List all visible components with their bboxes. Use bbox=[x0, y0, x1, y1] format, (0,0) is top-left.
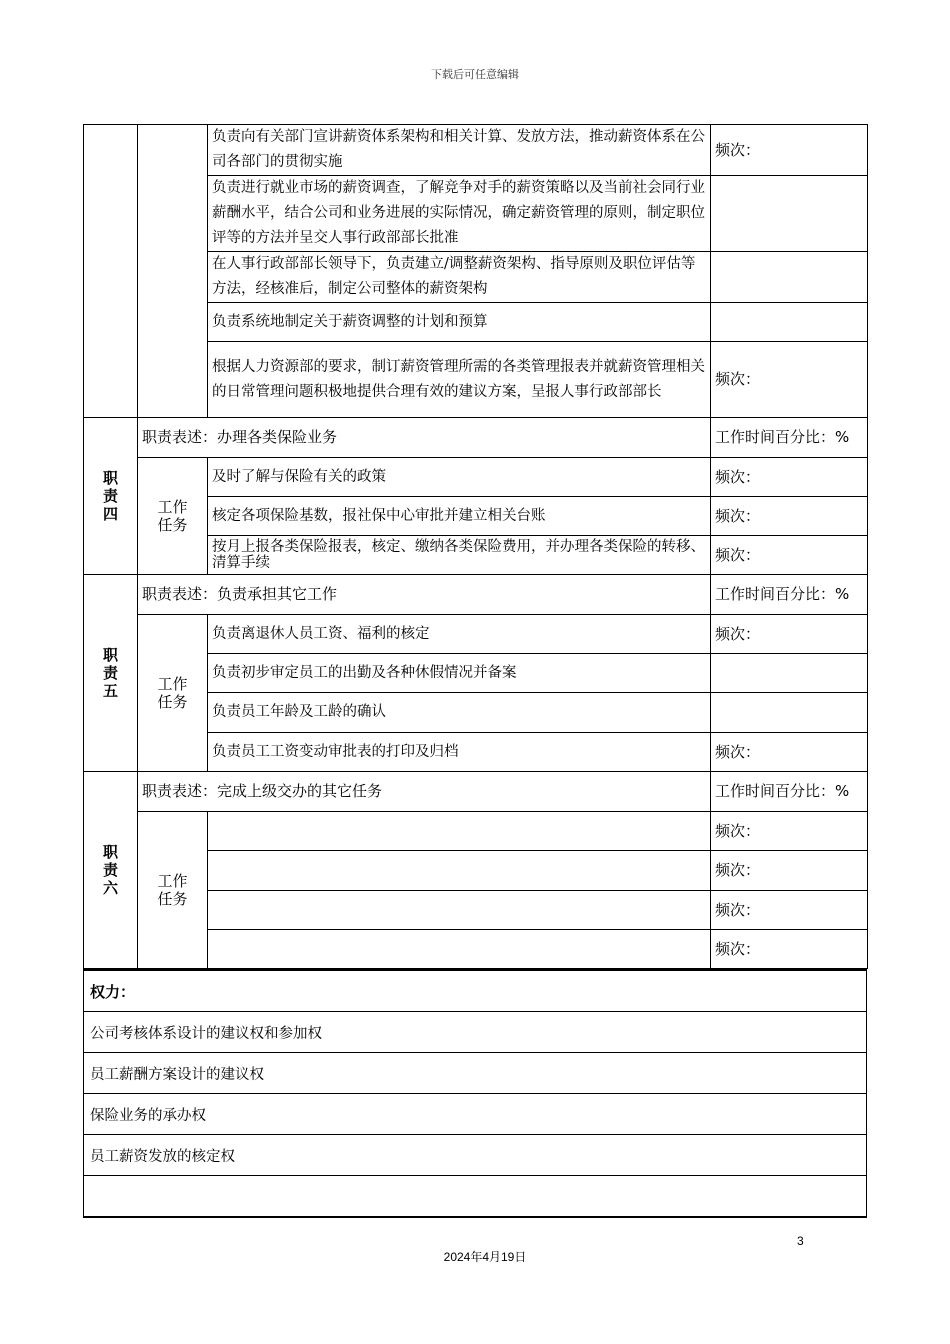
table-row bbox=[84, 615, 868, 654]
task-frequency bbox=[711, 303, 868, 342]
right-item: 公司考核体系设计的建议权和参加权 bbox=[84, 1012, 867, 1053]
task-frequency: 频次： bbox=[711, 497, 868, 536]
task-text: 按月上报各类保险报表，核定、缴纳各类保险费用，并办理各类保险的转移、清算手续 bbox=[208, 536, 711, 575]
page-header: 下载后可任意编辑 bbox=[431, 68, 519, 81]
duty-time-percentage: 工作时间百分比：% bbox=[711, 772, 868, 812]
task-text: 负责系统地制定关于薪资调整的计划和预算 bbox=[208, 303, 711, 342]
right-item: 员工薪酬方案设计的建议权 bbox=[84, 1053, 867, 1094]
table-row bbox=[84, 125, 868, 176]
rights-header-row bbox=[84, 970, 867, 1012]
task-frequency: 频次： bbox=[711, 125, 868, 176]
task-text: 核定各项保险基数，报社保中心审批并建立相关台账 bbox=[208, 497, 711, 536]
duty-time-percentage: 工作时间百分比：% bbox=[711, 575, 868, 615]
table-row bbox=[84, 458, 868, 497]
task-header: 工作任务 bbox=[138, 615, 208, 772]
task-text: 负责员工工资变动审批表的打印及归档 bbox=[208, 733, 711, 772]
task-text: 在人事行政部部长领导下，负责建立/调整薪资架构、指导原则及职位评估等方法，经核准后，制定公司整体的薪资架构 bbox=[208, 252, 711, 303]
table-row bbox=[84, 1012, 867, 1053]
table-row bbox=[84, 1094, 867, 1135]
page-footer-date: 2024年4月19日 bbox=[443, 1250, 527, 1264]
task-text: 负责初步审定员工的出勤及各种休假情况并备案 bbox=[208, 654, 711, 693]
page-number: 3 bbox=[797, 1234, 804, 1248]
task-text: 负责进行就业市场的薪资调查，了解竞争对手的薪资策略以及当前社会同行业薪酬水平，结合公司和业务进展的实际情况，确定薪资管理的原则，制定职位评等的方法并呈交人事行政部部长批准 bbox=[208, 176, 711, 252]
task-frequency: 频次： bbox=[711, 851, 868, 891]
table-row bbox=[84, 772, 868, 812]
duty-description: 职责表述：负责承担其它工作 bbox=[138, 575, 711, 615]
table-row bbox=[84, 812, 868, 851]
table-row bbox=[84, 1135, 867, 1176]
task-text: 负责向有关部门宣讲薪资体系架构和相关计算、发放方法，推动薪资体系在公司各部门的贯彻实施 bbox=[208, 125, 711, 176]
task-text: 负责员工年龄及工龄的确认 bbox=[208, 693, 711, 733]
table-row bbox=[84, 1176, 867, 1218]
table-row bbox=[84, 575, 868, 615]
task-frequency: 频次： bbox=[711, 733, 868, 772]
task-frequency: 频次： bbox=[711, 536, 868, 575]
task-frequency: 频次： bbox=[711, 891, 868, 930]
duty-label-cell bbox=[84, 125, 138, 418]
table-row bbox=[84, 418, 868, 458]
task-frequency: 频次： bbox=[711, 458, 868, 497]
task-text: 及时了解与保险有关的政策 bbox=[208, 458, 711, 497]
duty-label-4: 职责四 bbox=[84, 418, 138, 575]
task-frequency: 频次： bbox=[711, 342, 868, 418]
task-frequency: 频次： bbox=[711, 930, 868, 969]
duty-time-percentage: 工作时间百分比：% bbox=[711, 418, 868, 458]
rights-title: 权力： bbox=[84, 970, 867, 1012]
duty-label-5: 职责五 bbox=[84, 575, 138, 772]
task-text bbox=[208, 812, 711, 851]
task-frequency bbox=[711, 654, 868, 693]
task-frequency: 频次： bbox=[711, 615, 868, 654]
task-text bbox=[208, 851, 711, 891]
task-frequency bbox=[711, 252, 868, 303]
task-text: 负责离退休人员工资、福利的核定 bbox=[208, 615, 711, 654]
right-item bbox=[84, 1176, 867, 1218]
duty-label-6: 职责六 bbox=[84, 772, 138, 969]
rights-table bbox=[83, 969, 867, 1218]
right-item: 保险业务的承办权 bbox=[84, 1094, 867, 1135]
task-text bbox=[208, 891, 711, 930]
task-header-cell bbox=[138, 125, 208, 418]
duty-description: 职责表述：完成上级交办的其它任务 bbox=[138, 772, 711, 812]
task-header: 工作任务 bbox=[138, 812, 208, 969]
task-frequency bbox=[711, 693, 868, 733]
task-text: 根据人力资源部的要求，制订薪资管理所需的各类管理报表并就薪资管理相关的日常管理问题积极地提供合理有效的建议方案，呈报人事行政部部长 bbox=[208, 342, 711, 418]
task-text bbox=[208, 930, 711, 969]
duty-description: 职责表述：办理各类保险业务 bbox=[138, 418, 711, 458]
right-item: 员工薪资发放的核定权 bbox=[84, 1135, 867, 1176]
task-header: 工作任务 bbox=[138, 458, 208, 575]
task-frequency: 频次： bbox=[711, 812, 868, 851]
table-row bbox=[84, 1053, 867, 1094]
duties-table bbox=[83, 124, 868, 969]
task-frequency bbox=[711, 176, 868, 252]
